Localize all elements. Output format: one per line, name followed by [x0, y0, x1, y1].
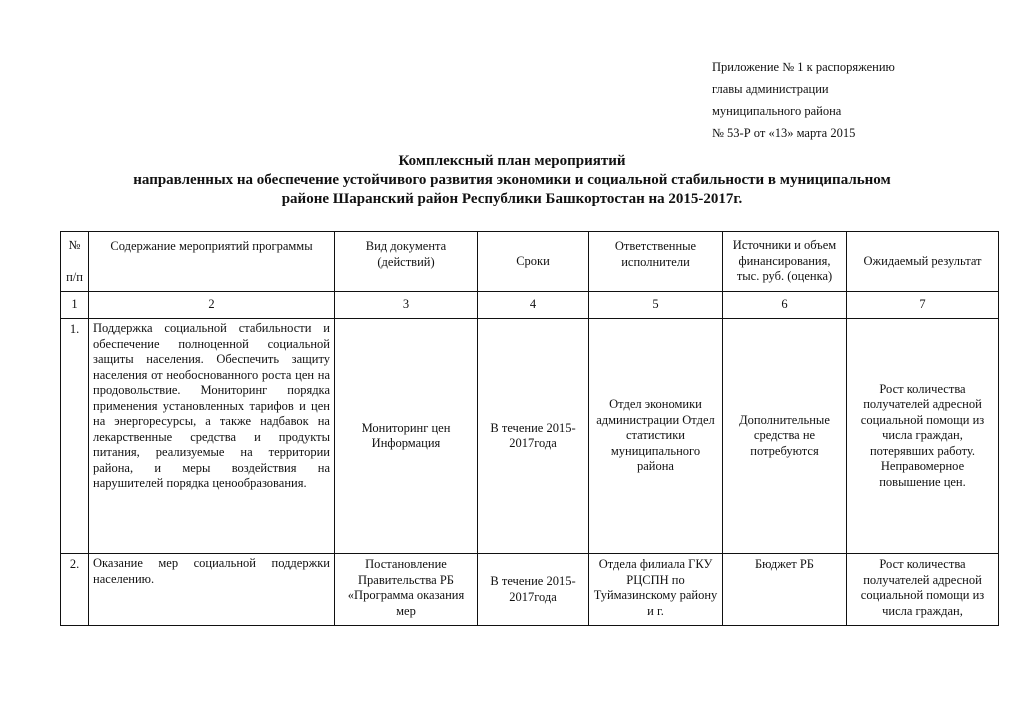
title-line: направленных на обеспечение устойчивого развития экономики и социальной стабильности в муниципальном: [133, 172, 891, 188]
title-line: Комплексный план мероприятий: [398, 153, 626, 169]
row-num: 2.: [61, 554, 89, 626]
header-num-bottom: п/п: [66, 270, 83, 284]
row-result: Рост количества получателей адресной социальной помощи из числа граждан, потерявших работу. Неправомерное повышение цен.: [847, 319, 999, 554]
row-content: Оказание мер социальной поддержки населению.: [89, 554, 335, 626]
header-resp: Ответственные исполнители: [589, 232, 723, 292]
row-doc: Мониторинг цен Информация: [335, 319, 478, 554]
appendix-line: главы администрации: [712, 82, 829, 96]
table-row: [61, 319, 999, 554]
column-number: 2: [89, 292, 335, 319]
row-funding: Дополнительные средства не потребуются: [723, 319, 847, 554]
appendix-block: [712, 56, 895, 144]
document-title: [0, 152, 1024, 209]
appendix-line: № 53-Р от «13» марта 2015: [712, 126, 856, 140]
column-number: 7: [847, 292, 999, 319]
row-num: 1.: [61, 319, 89, 554]
header-result: Ожидаемый результат: [847, 232, 999, 292]
title-line: районе Шаранский район Республики Башкортостан на 2015-2017г.: [281, 191, 743, 207]
row-funding: Бюджет РБ: [723, 554, 847, 626]
row-resp: Отдел экономики администрации Отдел статистики муниципального района: [589, 319, 723, 554]
table-header-row: [61, 232, 999, 292]
column-number: 1: [61, 292, 89, 319]
header-doc: Вид документа (действий): [335, 232, 478, 292]
appendix-line: Приложение № 1 к распоряжению: [712, 60, 895, 74]
header-num: [61, 232, 89, 292]
header-terms: Сроки: [478, 232, 589, 292]
header-content: Содержание мероприятий программы: [89, 232, 335, 292]
row-doc: Постановление Правительства РБ «Программа оказания мер: [335, 554, 478, 626]
row-terms: В течение 2015-2017года: [478, 554, 589, 626]
row-resp: Отдела филиала ГКУ РЦСПН по Туймазинскому району и г.: [589, 554, 723, 626]
table-row: [61, 554, 999, 626]
header-num-top: №: [68, 237, 81, 252]
row-terms: В течение 2015-2017года: [478, 319, 589, 554]
plan-table: [60, 231, 999, 626]
row-result: Рост количества получателей адресной социальной помощи из числа граждан,: [847, 554, 999, 626]
column-number: 6: [723, 292, 847, 319]
column-number-row: [61, 292, 999, 319]
appendix-line: муниципального района: [712, 104, 842, 118]
column-number: 4: [478, 292, 589, 319]
header-funding: Источники и объем финансирования, тыс. руб. (оценка): [723, 232, 847, 292]
row-content: Поддержка социальной стабильности и обеспечение полноценной социальной защиты населения. Обеспечить защиту населения от необоснованного роста цен на продовольствие. Мониторинг порядка применения установленных тарифов и цен на энергоресурсы, а также надбавок на лекарственные средства и продукты питания, реализуемые на территории района, и меры воздействия на нарушителей порядка ценообразования.: [89, 319, 335, 554]
column-number: 5: [589, 292, 723, 319]
column-number: 3: [335, 292, 478, 319]
